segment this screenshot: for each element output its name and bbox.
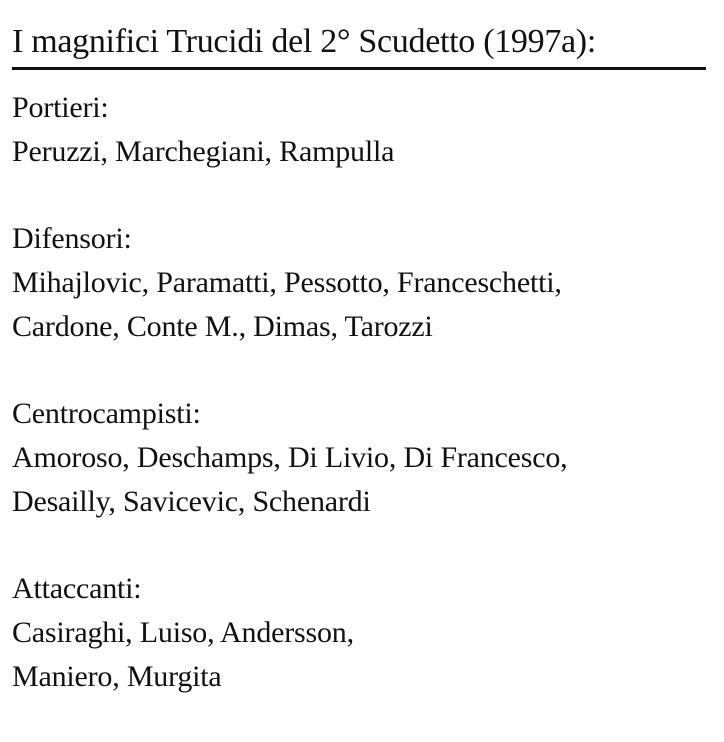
player-list-line: Casiraghi, Luiso, Andersson, bbox=[12, 616, 354, 649]
player-list-line: Amoroso, Deschamps, Di Livio, Di Francesco, bbox=[12, 441, 568, 474]
player-list-line: Mihajlovic, Paramatti, Pessotto, Franceschetti, bbox=[12, 266, 562, 299]
section-forwards bbox=[12, 567, 712, 699]
player-list-line: Maniero, Murgita bbox=[12, 660, 222, 693]
section-midfielders bbox=[12, 392, 712, 524]
title-underline bbox=[12, 67, 706, 70]
document-title: I magnifici Trucidi del 2° Scudetto (1997a): bbox=[12, 23, 596, 60]
section-heading: Attaccanti: bbox=[12, 572, 142, 605]
player-list-line: Peruzzi, Marchegiani, Rampulla bbox=[12, 135, 395, 168]
player-list-line: Cardone, Conte M., Dimas, Tarozzi bbox=[12, 310, 433, 343]
section-heading: Centrocampisti: bbox=[12, 397, 201, 430]
player-list-line: Desailly, Savicevic, Schenardi bbox=[12, 485, 371, 518]
section-goalkeepers bbox=[12, 86, 712, 174]
section-defenders bbox=[12, 217, 712, 349]
roster-sections bbox=[12, 86, 712, 742]
section-heading: Difensori: bbox=[12, 222, 132, 255]
section-heading: Portieri: bbox=[12, 91, 109, 124]
